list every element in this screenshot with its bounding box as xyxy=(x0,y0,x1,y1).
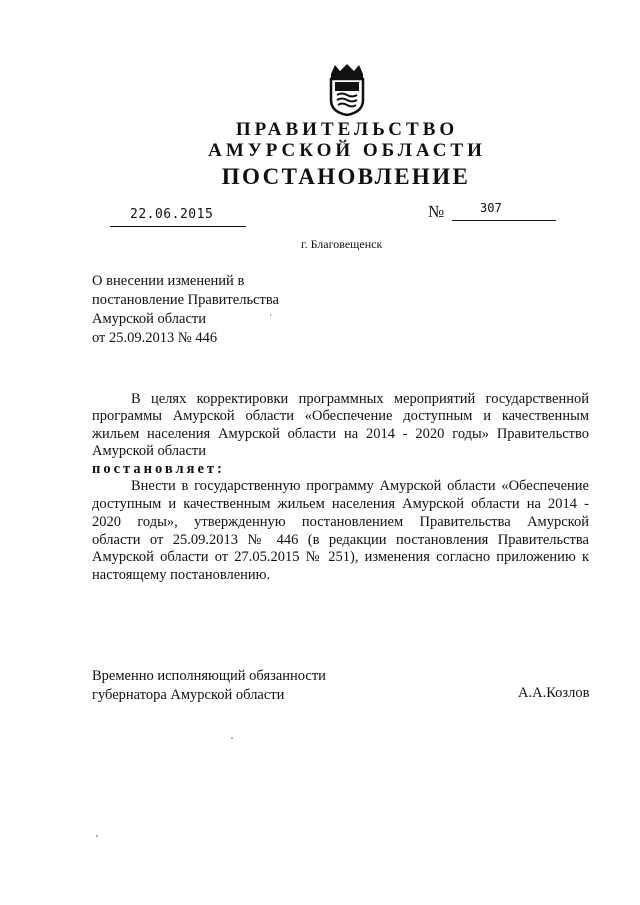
signatory-position-line: Временно исполняющий обязанности xyxy=(92,668,326,684)
signatory-position xyxy=(92,667,326,705)
document-subject xyxy=(92,272,279,348)
scan-speck xyxy=(231,737,233,739)
subject-line: Амурской области xyxy=(92,311,206,327)
scan-speck xyxy=(96,835,98,837)
resolves-heading: постановляет: xyxy=(92,461,225,477)
preamble-line: В целях корректировки программных мероприятий государственной xyxy=(131,391,589,407)
preamble-line: программы Амурской области «Обеспечение доступным и качественным xyxy=(92,408,589,424)
scan-speck xyxy=(270,314,271,316)
item-line: Амурской области от 27.05.2015 № 251), изменения согласно приложению к xyxy=(92,549,589,565)
subject-line: постановление Правительства xyxy=(92,292,279,308)
subject-line: от 25.09.2013 № 446 xyxy=(92,330,218,346)
item-line: Внести в государственную программу Амурской области «Обеспечение xyxy=(131,478,589,494)
issue-city: г. Благовещенск xyxy=(301,237,383,251)
document-date: 22.06.2015 xyxy=(130,207,214,222)
subject-line: О внесении изменений в xyxy=(92,273,245,289)
item-line: области от 25.09.2013 № 446 (в редакции постановления Правительства xyxy=(92,532,589,548)
number-field xyxy=(452,201,556,221)
item-line: 2020 годы», утвержденную постановлением Правительства Амурской xyxy=(92,514,589,530)
document-type-title: ПОСТАНОВЛЕНИЕ xyxy=(221,164,471,189)
preamble-line: Амурской области xyxy=(92,443,206,459)
org-name-line1: ПРАВИТЕЛЬСТВО xyxy=(235,119,459,140)
item-line: доступным и качественным жильем населения Амурской области на 2014 - xyxy=(92,496,589,512)
number-sign: № xyxy=(428,202,445,221)
amur-oblast-coat-of-arms-icon xyxy=(327,62,367,116)
org-name-line2: АМУРСКОЙ ОБЛАСТИ xyxy=(208,140,486,161)
item-line: настоящему постановлению. xyxy=(92,567,271,583)
signatory-name: А.А.Козлов xyxy=(518,685,590,701)
date-field xyxy=(110,207,246,227)
signatory-position-line: губернатора Амурской области xyxy=(92,687,285,703)
document-number: 307 xyxy=(480,201,502,215)
preamble-line: жильем населения Амурской области на 2014 - 2020 годы» Правительство xyxy=(92,426,589,442)
